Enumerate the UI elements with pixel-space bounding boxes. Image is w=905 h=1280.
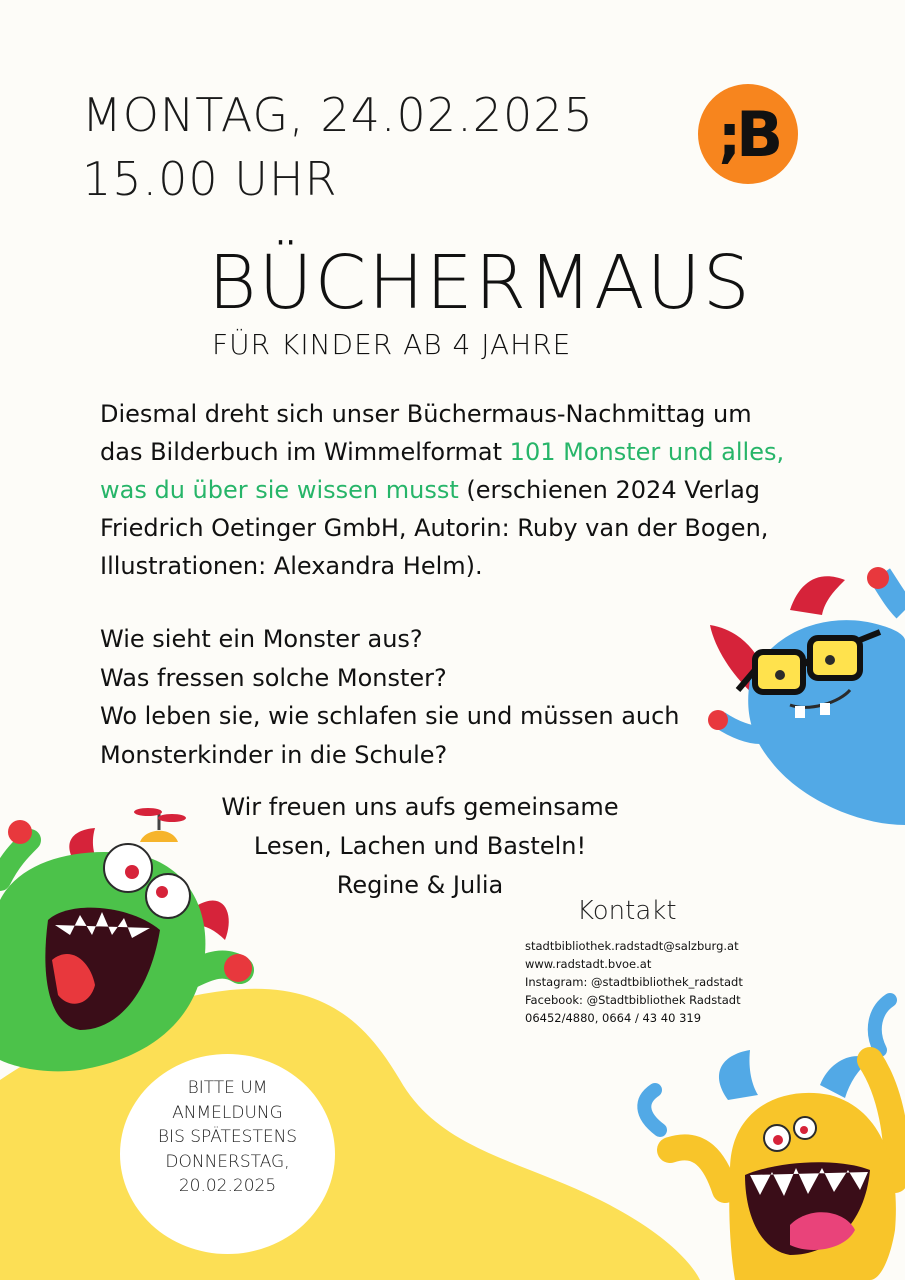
question-item: Wo leben sie, wie schlafen sie und müssen auch Monsterkinder in die Schule?	[100, 702, 680, 769]
logo-letter: B	[736, 98, 784, 171]
contact-phone: 06452/4880, 0664 / 43 40 319	[525, 1011, 702, 1025]
age-subtitle: FÜR KINDER AB 4 JAHRE	[212, 328, 572, 361]
registration-deadline: 20.02.2025	[178, 1176, 277, 1196]
question-item: Wie sieht ein Monster aus?	[100, 625, 423, 653]
registration-line: DONNERSTAG,	[165, 1151, 290, 1172]
contact-website[interactable]: www.radstadt.bvoe.at	[525, 957, 652, 971]
event-date: MONTAG, 24.02.2025	[82, 88, 594, 142]
signature-names: Regine & Julia	[336, 871, 504, 899]
question-item: Was fressen solche Monster?	[100, 663, 447, 692]
logo-semicolon: ;	[718, 102, 742, 170]
intro-text-1: Diesmal dreht sich unser Büchermaus-Nachmittag um das Bilderbuch im Wimmelformat	[100, 400, 752, 466]
closing-line: Wir freuen uns aufs gemeinsame	[221, 793, 619, 821]
registration-line: BITTE UM	[187, 1078, 268, 1098]
registration-line: ANMELDUNG	[172, 1102, 283, 1123]
contact-facebook[interactable]: Facebook: @Stadtbibliothek Radstadt	[525, 993, 741, 1007]
contact-instagram[interactable]: Instagram: @stadtbibliothek_radstadt	[525, 975, 743, 989]
intro-text-2: (erschienen 2024 Verlag Friedrich Oetinger GmbH, Autorin: Ruby van der Bogen, Illustrationen: Alexandra Helm).	[100, 476, 769, 580]
contact-email[interactable]: stadtbibliothek.radstadt@salzburg.at	[525, 939, 739, 953]
book-title: 101 Monster und alles, was du über sie wissen musst	[100, 438, 785, 504]
page-title: BÜCHERMAUS	[208, 240, 752, 326]
contact-heading: Kontakt	[577, 896, 677, 926]
registration-line: BIS SPÄTESTENS	[157, 1127, 298, 1147]
event-time: 15.00 UHR	[82, 152, 338, 206]
closing-line: Lesen, Lachen und Basteln!	[253, 832, 587, 860]
registration-note	[125, 1076, 330, 1199]
